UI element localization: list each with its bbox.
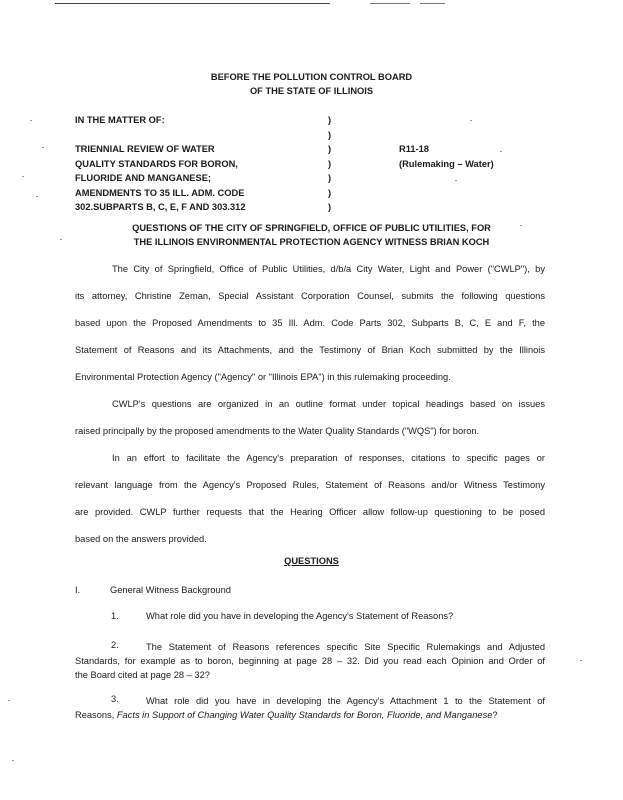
caption-paren: ) bbox=[328, 202, 332, 212]
questions-heading: QUESTIONS bbox=[284, 556, 339, 566]
caption-title-line: QUALITY STANDARDS FOR BORON, bbox=[75, 158, 238, 169]
paragraph-line: CWLP's questions are organized in an outline format under topical headings based on issues bbox=[112, 399, 545, 409]
organization-paragraph bbox=[75, 391, 545, 445]
caption-title-line: TRIENNIAL REVIEW OF WATER bbox=[75, 144, 215, 154]
case-caption bbox=[75, 113, 246, 215]
board-heading-line2: OF THE STATE OF ILLINOIS bbox=[249, 86, 374, 96]
section-title: General Witness Background bbox=[110, 585, 231, 595]
paragraph-line: Statement of Reasons and its Attachments, and the Testimony of Brian Koch submitted by the Illinois bbox=[75, 345, 545, 355]
caption-paren: ) bbox=[328, 187, 332, 198]
caption-paren: ) bbox=[328, 129, 332, 140]
intro-paragraph bbox=[75, 256, 545, 391]
paragraph-line: raised principally by the proposed amendments to the Water Quality Standards ("WQS") for boron. bbox=[75, 426, 480, 436]
caption-title-line: AMENDMENTS TO 35 ILL. ADM. CODE bbox=[75, 187, 245, 198]
paragraph-line: are provided. CWLP further requests that the Hearing Officer allow follow-up questioning to be posed bbox=[75, 507, 545, 517]
caption-paren-column bbox=[328, 113, 331, 215]
scan-speck bbox=[12, 760, 14, 761]
paragraph-line: relevant language from the Agency's Proposed Rules, Statement of Reasons and/or Witness Testimony bbox=[75, 480, 545, 490]
caption-paren: ) bbox=[328, 144, 332, 154]
paragraph-line: its attorney, Christine Zeman, Special Assistant Corporation Counsel, submits the following questions bbox=[75, 291, 545, 301]
question-text-plain: Reasons, bbox=[75, 710, 117, 720]
caption-title-line: 302.SUBPARTS B, C, E, F AND 303.312 bbox=[75, 202, 246, 212]
in-the-matter-of: IN THE MATTER OF: bbox=[75, 115, 165, 125]
question-text: What role did you have in developing the Agency's Statement of Reasons? bbox=[146, 611, 454, 621]
question-mark: ? bbox=[492, 710, 498, 720]
docket-number: R11-18 bbox=[399, 144, 429, 154]
question-line bbox=[75, 708, 545, 722]
paragraph-line: The City of Springfield, Office of Public Utilities, d/b/a City Water, Light and Power ("CWLP"), by bbox=[112, 264, 545, 274]
board-heading-line1: BEFORE THE POLLUTION CONTROL BOARD bbox=[210, 72, 413, 82]
scan-speck bbox=[455, 180, 457, 181]
question-line: What role did you have in developing the Agency's Attachment 1 to the Statement of bbox=[146, 696, 545, 706]
scan-speck bbox=[520, 225, 522, 226]
scan-top-rule-3 bbox=[420, 3, 445, 4]
docket-block bbox=[399, 142, 494, 171]
question-line: the Board cited at page 28 – 32? bbox=[75, 670, 210, 680]
paragraph-line: based on the answers provided. bbox=[75, 534, 207, 544]
question-number: 1. bbox=[111, 611, 119, 621]
question-line: The Statement of Reasons references specific Site Specific Rulemakings and Adjusted bbox=[146, 642, 545, 652]
scan-speck bbox=[22, 176, 24, 177]
scan-speck bbox=[580, 660, 582, 661]
scan-speck bbox=[8, 700, 10, 701]
document-title-line1: QUESTIONS OF THE CITY OF SPRINGFIELD, OFFICE OF PUBLIC UTILITIES, FOR bbox=[132, 223, 491, 233]
paragraph-line: Environmental Protection Agency ("Agency" or "Illinois EPA") in this rulemaking proceeding. bbox=[75, 372, 451, 382]
document-title-line2: THE ILLINOIS ENVIRONMENTAL PROTECTION AGENCY WITNESS BRIAN KOCH bbox=[133, 237, 490, 247]
caption-title-line: FLUORIDE AND MANGANESE; bbox=[75, 173, 212, 183]
section-number: I. bbox=[75, 585, 81, 595]
scan-speck bbox=[60, 239, 62, 240]
question-line: Standards, for example as to boron, beginning at page 28 – 32. Did you read each Opinion and Order of bbox=[75, 656, 545, 666]
docket-type: (Rulemaking – Water) bbox=[399, 158, 494, 169]
question-number: 2. bbox=[111, 640, 119, 650]
caption-paren: ) bbox=[328, 158, 332, 169]
question-3-block bbox=[75, 694, 545, 722]
question-number: 3. bbox=[111, 694, 119, 704]
scan-speck bbox=[500, 151, 502, 152]
question-2-block bbox=[75, 640, 545, 682]
caption-paren: ) bbox=[328, 115, 332, 125]
scan-speck bbox=[470, 120, 472, 121]
attachment-title: Facts in Support of Changing Water Quality Standards for Boron, Fluoride, and Manganese bbox=[116, 710, 493, 720]
paragraph-line: In an effort to facilitate the Agency's preparation of responses, citations to specific pages or bbox=[112, 453, 545, 463]
scan-speck bbox=[30, 120, 32, 121]
scan-speck bbox=[42, 147, 44, 148]
scan-top-rule bbox=[55, 3, 330, 4]
caption-paren: ) bbox=[328, 173, 332, 183]
scan-top-rule-2 bbox=[370, 3, 410, 4]
scan-speck bbox=[36, 196, 38, 197]
citations-paragraph bbox=[75, 445, 545, 553]
paragraph-line: based upon the Proposed Amendments to 35 Ill. Adm. Code Parts 302, Subparts B, C, E and F, the bbox=[75, 318, 545, 328]
